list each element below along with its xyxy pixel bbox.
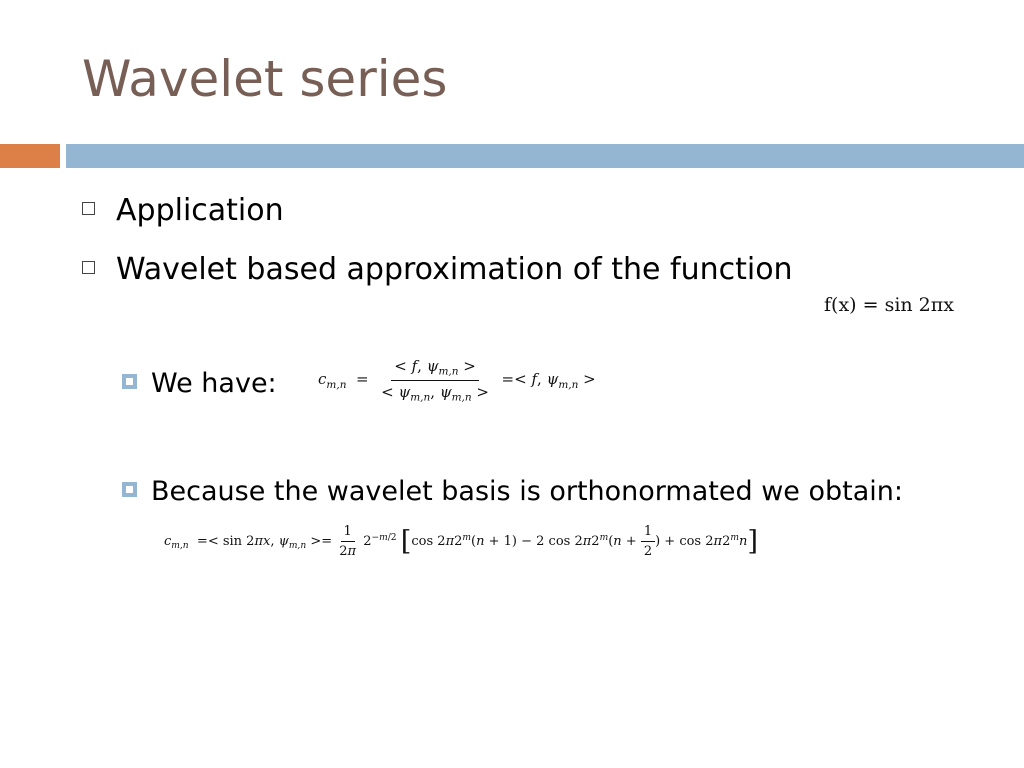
bullet-text: Application: [116, 193, 284, 228]
orthonormal-coefficient-formula-image: $c_{m,n} =< \sin 2\pi x$, $\psi_{m,n}$ >= $\frac{1}{2\pi}$ $2^{-m/2}$ [cos $2\pi 2^m(n + 1) - 2$ $\cos 2\pi 2^m(n$ + $\frac{1}{2}$ ) + cos 2π2$^m$n]: [164, 524, 758, 559]
sub-bullet-orthonormated: [122, 476, 903, 508]
bullet-text: Wavelet based approximation of the function: [116, 252, 793, 287]
sub-bullet-text: We have:: [151, 368, 277, 399]
filled-square-bullet-icon: [122, 374, 137, 389]
accent-bar-orange: [0, 144, 60, 168]
hollow-square-bullet-icon: [82, 261, 95, 274]
function-formula: f(x) = sin 2πx: [824, 294, 954, 316]
filled-square-bullet-icon: [122, 482, 137, 497]
accent-bar-blue: [66, 144, 1024, 168]
sub-bullet-text: Because the wavelet basis is orthonormated we obtain:: [151, 476, 903, 507]
slide-title: Wavelet series: [82, 50, 448, 108]
hollow-square-bullet-icon: [82, 202, 95, 215]
bullet-approximation: [82, 252, 793, 288]
bullet-application: [82, 193, 284, 229]
sub-bullet-we-have: [122, 368, 277, 400]
coefficient-formula-image: $c_{m,n}$ = $\frac{< f, \psi_{m,n} >}{< \psi_{m,n}, \psi_{m,n} >}$ =< f, $\psi_{m,n}$ >: [318, 357, 596, 404]
